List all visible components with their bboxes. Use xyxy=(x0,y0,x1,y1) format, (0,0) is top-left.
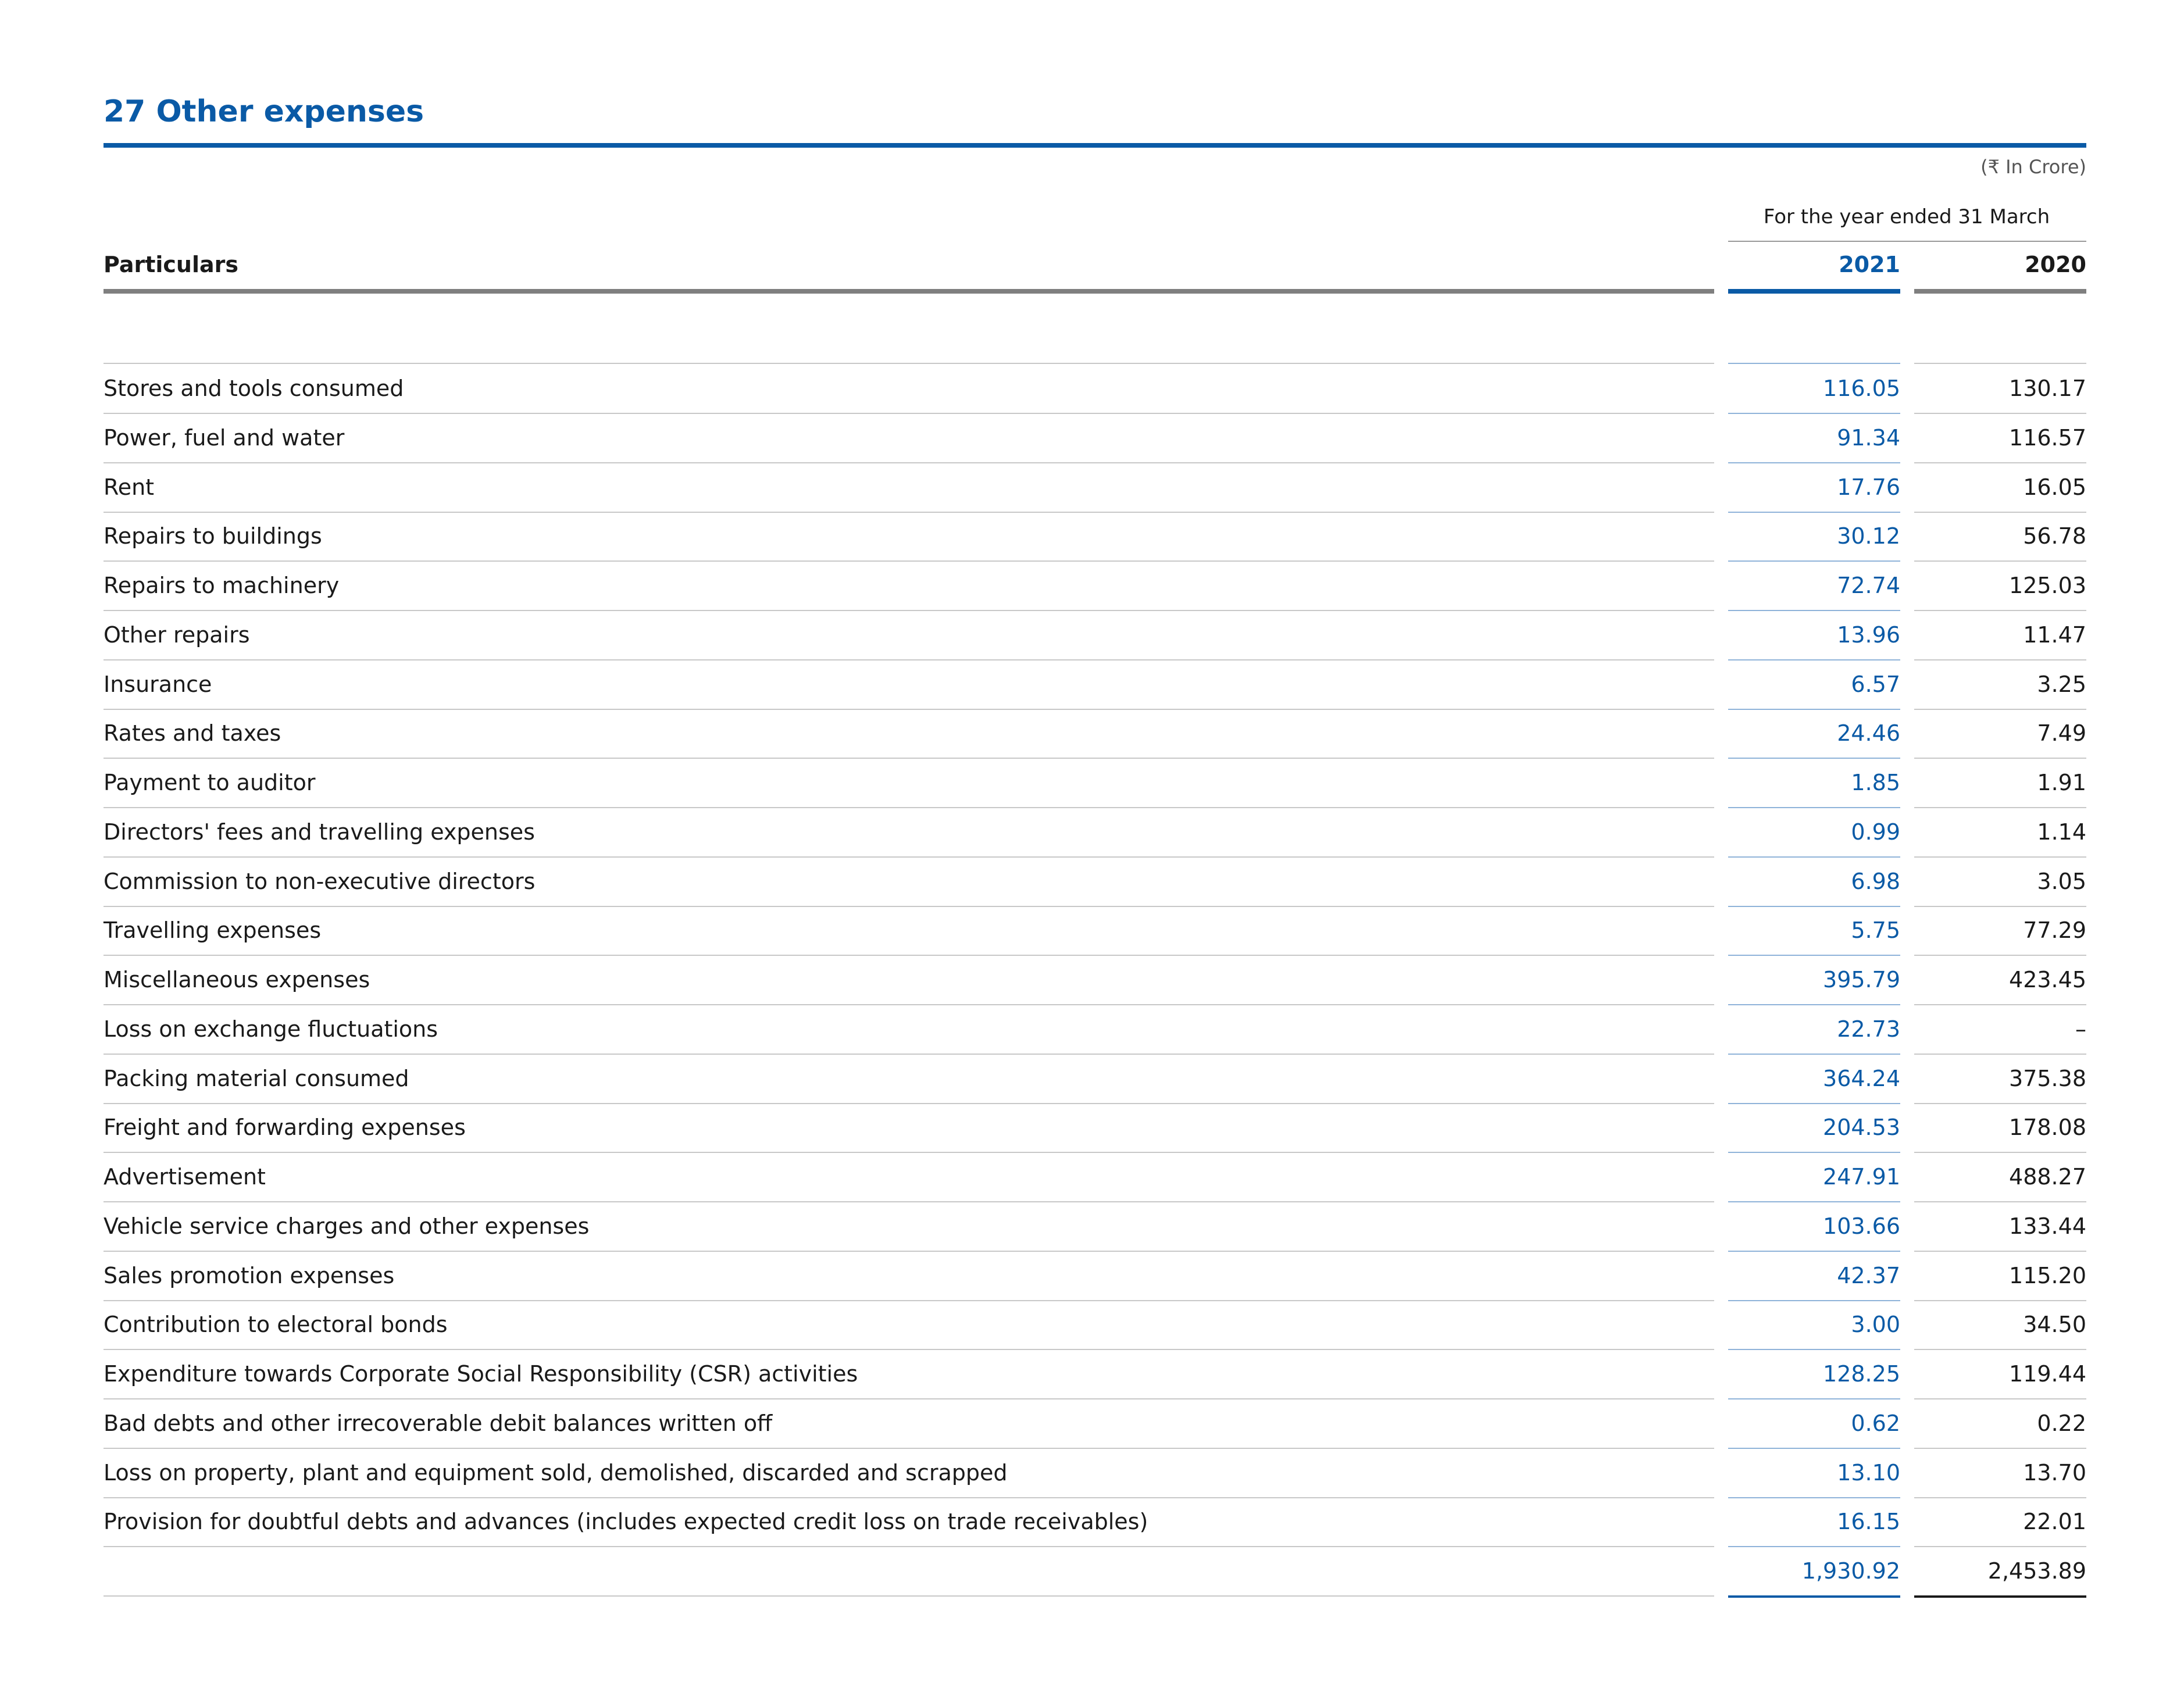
row-value-2020: 0.22 xyxy=(2037,1410,2086,1436)
column-header-2020: 2020 xyxy=(2025,252,2086,277)
row-value-2020: 22.01 xyxy=(2023,1509,2086,1535)
row-value-2020: 423.45 xyxy=(2009,967,2086,992)
row-rule xyxy=(1914,1595,2086,1598)
row-label: Provision for doubtful debts and advances (includes expected credit loss on trade receivables) xyxy=(104,1509,1148,1535)
row-value-2021: 13.10 xyxy=(1837,1459,1900,1486)
row-label: Bad debts and other irrecoverable debit balances written off xyxy=(104,1410,773,1436)
row-value-2021: 17.76 xyxy=(1837,474,1900,500)
row-value-2021: 16.15 xyxy=(1837,1509,1900,1535)
row-value-2020: 133.44 xyxy=(2009,1213,2086,1239)
total-row xyxy=(0,1547,2184,1595)
row-value-2021: 24.46 xyxy=(1837,720,1900,747)
row-value-2021: 395.79 xyxy=(1823,967,1900,992)
row-value-2021: 3.00 xyxy=(1851,1312,1900,1338)
table-row xyxy=(0,463,2184,512)
header-rule-particulars xyxy=(104,289,1714,294)
title-rule xyxy=(104,143,2086,148)
table-row xyxy=(0,1202,2184,1251)
row-value-2020: 11.47 xyxy=(2023,622,2086,648)
row-value-2021: 72.74 xyxy=(1837,573,1900,598)
row-value-2021: 30.12 xyxy=(1837,523,1900,549)
row-label: Contribution to electoral bonds xyxy=(104,1312,448,1338)
table-row xyxy=(0,610,2184,659)
row-top-rule xyxy=(1914,363,2086,364)
row-value-2020: 3.25 xyxy=(2037,671,2086,697)
row-value-2021: 0.99 xyxy=(1851,819,1900,845)
row-label: Commission to non-executive directors xyxy=(104,868,536,894)
row-value-2020: 56.78 xyxy=(2023,523,2086,549)
table-row xyxy=(0,709,2184,758)
row-top-rule xyxy=(104,363,1714,364)
row-label: Vehicle service charges and other expenses xyxy=(104,1213,590,1239)
row-value-2021: 204.53 xyxy=(1823,1115,1900,1141)
column-header-2021: 2021 xyxy=(1839,252,1900,277)
row-value-2020: 7.49 xyxy=(2037,720,2086,747)
table-row xyxy=(0,1497,2184,1546)
table-row xyxy=(0,364,2184,413)
table-row xyxy=(0,1251,2184,1300)
row-top-rule xyxy=(1728,363,1900,364)
table-row xyxy=(0,1448,2184,1497)
table-row xyxy=(0,413,2184,462)
row-value-2021: 5.75 xyxy=(1851,917,1900,944)
row-label: Directors' fees and travelling expenses xyxy=(104,819,535,845)
section-title: 27 Other expenses xyxy=(104,94,424,129)
table-row xyxy=(0,660,2184,709)
row-value-2020: 1.14 xyxy=(2037,819,2086,845)
row-value-2021: 13.96 xyxy=(1837,622,1900,648)
table-row xyxy=(0,1300,2184,1349)
row-label: Stores and tools consumed xyxy=(104,376,404,401)
row-value-2020: 34.50 xyxy=(2023,1312,2086,1338)
row-value-2021: 103.66 xyxy=(1823,1213,1900,1239)
row-value-2020: 178.08 xyxy=(2009,1115,2086,1141)
period-rule xyxy=(1728,241,2086,242)
row-value-2020: 125.03 xyxy=(2009,573,2086,598)
total-value-2021: 1,930.92 xyxy=(1801,1558,1900,1584)
table-row xyxy=(0,1399,2184,1448)
row-label: Miscellaneous expenses xyxy=(104,967,370,992)
table-row xyxy=(0,1005,2184,1054)
table-row xyxy=(0,1349,2184,1398)
row-value-2021: 91.34 xyxy=(1837,424,1900,451)
row-value-2021: 0.62 xyxy=(1851,1410,1900,1436)
row-label: Payment to auditor xyxy=(104,770,316,795)
row-value-2020: 13.70 xyxy=(2023,1459,2086,1486)
row-label: Loss on property, plant and equipment sold, demolished, discarded and scrapped xyxy=(104,1459,1008,1486)
table-row xyxy=(0,955,2184,1004)
table-row xyxy=(0,1054,2184,1103)
header-rule-2020 xyxy=(1914,289,2086,294)
table-row xyxy=(0,857,2184,906)
row-value-2021: 6.57 xyxy=(1851,671,1900,697)
row-label: Freight and forwarding expenses xyxy=(104,1115,466,1141)
row-label: Other repairs xyxy=(104,622,250,648)
row-label: Travelling expenses xyxy=(104,917,322,944)
row-value-2020: 3.05 xyxy=(2037,868,2086,894)
table-row xyxy=(0,906,2184,955)
period-header: For the year ended 31 March xyxy=(1763,205,2050,228)
row-value-2021: 128.25 xyxy=(1823,1361,1900,1387)
table-row xyxy=(0,561,2184,610)
row-value-2020: 375.38 xyxy=(2009,1065,2086,1091)
table-row xyxy=(0,758,2184,807)
table-row xyxy=(0,512,2184,560)
row-value-2020: 115.20 xyxy=(2009,1262,2086,1288)
table-row xyxy=(0,808,2184,856)
row-rule xyxy=(104,1595,1714,1597)
row-value-2021: 42.37 xyxy=(1837,1262,1900,1288)
row-value-2020: 119.44 xyxy=(2009,1361,2086,1387)
row-rule xyxy=(1728,1595,1900,1598)
row-value-2020: 1.91 xyxy=(2037,770,2086,795)
row-value-2020: – xyxy=(2075,1016,2086,1042)
row-label: Repairs to machinery xyxy=(104,573,340,598)
row-label: Expenditure towards Corporate Social Responsibility (CSR) activities xyxy=(104,1361,858,1387)
header-rule-2021 xyxy=(1728,289,1900,294)
row-label: Loss on exchange fluctuations xyxy=(104,1016,438,1042)
total-value-2020: 2,453.89 xyxy=(1987,1558,2086,1584)
row-value-2021: 22.73 xyxy=(1837,1016,1900,1042)
table-row xyxy=(0,1152,2184,1201)
row-label: Power, fuel and water xyxy=(104,424,345,451)
row-value-2020: 77.29 xyxy=(2023,917,2086,944)
unit-note: (₹ In Crore) xyxy=(1980,156,2086,178)
table-row xyxy=(0,1103,2184,1152)
row-label: Sales promotion expenses xyxy=(104,1262,395,1288)
row-label: Repairs to buildings xyxy=(104,523,322,549)
row-value-2020: 130.17 xyxy=(2009,376,2086,401)
row-value-2021: 1.85 xyxy=(1851,770,1900,795)
row-value-2021: 364.24 xyxy=(1823,1065,1900,1091)
row-value-2021: 247.91 xyxy=(1823,1164,1900,1190)
row-value-2020: 488.27 xyxy=(2009,1164,2086,1190)
row-value-2020: 16.05 xyxy=(2023,474,2086,500)
row-label: Advertisement xyxy=(104,1164,266,1190)
row-label: Insurance xyxy=(104,671,212,697)
row-value-2020: 116.57 xyxy=(2009,424,2086,451)
row-label: Rates and taxes xyxy=(104,720,281,747)
row-label: Packing material consumed xyxy=(104,1065,409,1091)
row-value-2021: 6.98 xyxy=(1851,868,1900,894)
row-label: Rent xyxy=(104,474,155,500)
row-value-2021: 116.05 xyxy=(1823,376,1900,401)
total-label xyxy=(104,1547,1714,1595)
column-header-particulars: Particulars xyxy=(104,252,239,277)
